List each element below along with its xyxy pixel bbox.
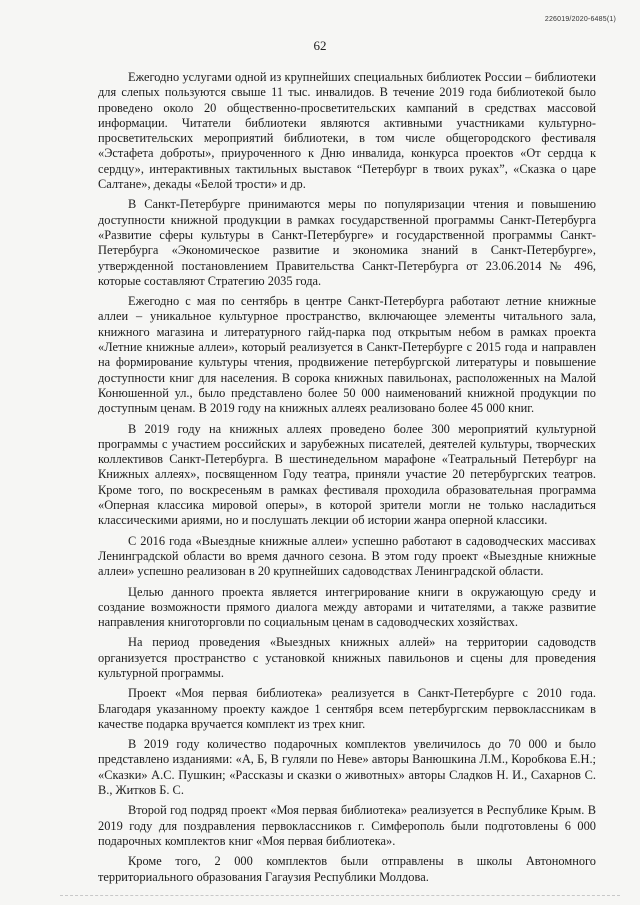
paragraph-outbound-alleys: С 2016 года «Выездные книжные аллеи» успешно работают в садоводческих массивах Ленинградской области во время дачного сезона. В этом году проект «Выездные книжные аллеи» успешно реализован в 20 крупнейших садоводствах Ленинградской области. (98, 533, 596, 579)
paragraph-summer-book-alleys: Ежегодно с мая по сентябрь в центре Санкт-Петербурга работают летние книжные аллеи – уникальное культурное пространство, включающее элементы читального зала, книжного магазина и литературного гайд-парка под открытым небом в рамках проекта «Летние книжные аллеи», который реализуется в Санкт-Петербурге с 2015 года и направлен на формирование культуры чтения, продвижение петербургской литературы и повышение доступности книг для населения. В сорока книжных павильонах, расположенных на Малой Конюшенной ул., было представлено более 50 000 наименований книжной продукции по доступным ценам. В 2019 году на книжных аллеях реализовано более 45 000 книг. (98, 294, 596, 416)
paragraph-reading-promotion: В Санкт-Петербурге принимаются меры по популяризации чтения и повышению доступности книжной продукции в рамках государственной программы Санкт-Петербурга «Развитие сферы культуры в Санкт-Петербурге» и государственной программы Санкт-Петербурга «Экономическое развитие и экономика знаний в Санкт-Петербурге», утвержденной постановлением Правительства Санкт-Петербурга от 23.06.2014 № 496, которые составляют Стратегию 2035 года. (98, 197, 596, 288)
paragraph-gagauzia: Кроме того, 2 000 комплектов были отправлены в школы Автономного территориального образования Гагаузия Республики Молдова. (98, 854, 596, 884)
document-body (98, 70, 596, 890)
document-id: 226019/2020-6485(1) (544, 16, 616, 23)
paragraph-library-for-blind: Ежегодно услугами одной из крупнейших специальных библиотек России – библиотеки для слепых пользуются свыше 11 тыс. инвалидов. В течение 2019 года библиотекой было проведено около 20 общественно-просветительских кампаний в средствах массовой информации. Читатели библиотеки являются активными участниками культурно-просветительских мероприятий библиотеки, в том числе общегородского фестиваля «Эстафета доброты», приуроченного к Дню инвалида, конкурса проектов «От сердца к сердцу», интерактивных тактильных выставок “Петербург в твоих руках”, «Сказка о царе Салтане», декады «Белой трости» и др. (98, 70, 596, 192)
scan-edge-marks (60, 895, 620, 900)
paragraph-my-first-library: Проект «Моя первая библиотека» реализуется в Санкт-Петербурге с 2010 года. Благодаря указанному проекту каждое 1 сентября всем петербургским первоклассникам в качестве подарка вручается комплект из трех книг. (98, 686, 596, 731)
paragraph-pavilions: На период проведения «Выездных книжных аллей» на территории садоводств организуется пространство с установкой книжных павильонов и сцены для проведения культурной программы. (98, 635, 596, 680)
paragraph-project-goal: Целью данного проекта является интегрирование книги в окружающую среду и создание возможности прямого диалога между авторами и читателями, а также развитие направления книготорговли по социальным ценам в садоводческих хозяйствах. (98, 584, 596, 630)
paragraph-alleys-events-2019: В 2019 году на книжных аллеях проведено более 300 мероприятий культурной программы с участием российских и зарубежных писателей, деятелей культуры, творческих коллективов Санкт-Петербурга. В шестинедельном марафоне «Театральный Петербург на Книжных аллеях», посвященном Году театра, приняли участие 20 петербургских театров. Кроме того, по воскресеньям в рамках фестиваля проходила образовательная программа «Оперная классика мировой оперы», в которой зрители могли не только насладиться классическими ариями, но и послушать лекции об истории жанра оперной классики. (98, 421, 596, 528)
page-number: 62 (313, 38, 327, 53)
paragraph-gift-sets-2019: В 2019 году количество подарочных комплектов увеличилось до 70 000 и было представлено изданиями: «А, Б, В гуляли по Неве» авторы Ванюшкина Л.М., Коробкова Е.Н.; «Сказки» А.С. Пушкин; «Рассказы и сказки о животных» авторы Сладков Н. И., Сахарнов С. В., Житков Б. С. (98, 737, 596, 798)
paragraph-crimea: Второй год подряд проект «Моя первая библиотека» реализуется в Республике Крым. В 2019 году для поздравления первоклассников г. Симферополь были подготовлены 6 000 подарочных комплектов книг «Моя первая библиотека». (98, 803, 596, 848)
